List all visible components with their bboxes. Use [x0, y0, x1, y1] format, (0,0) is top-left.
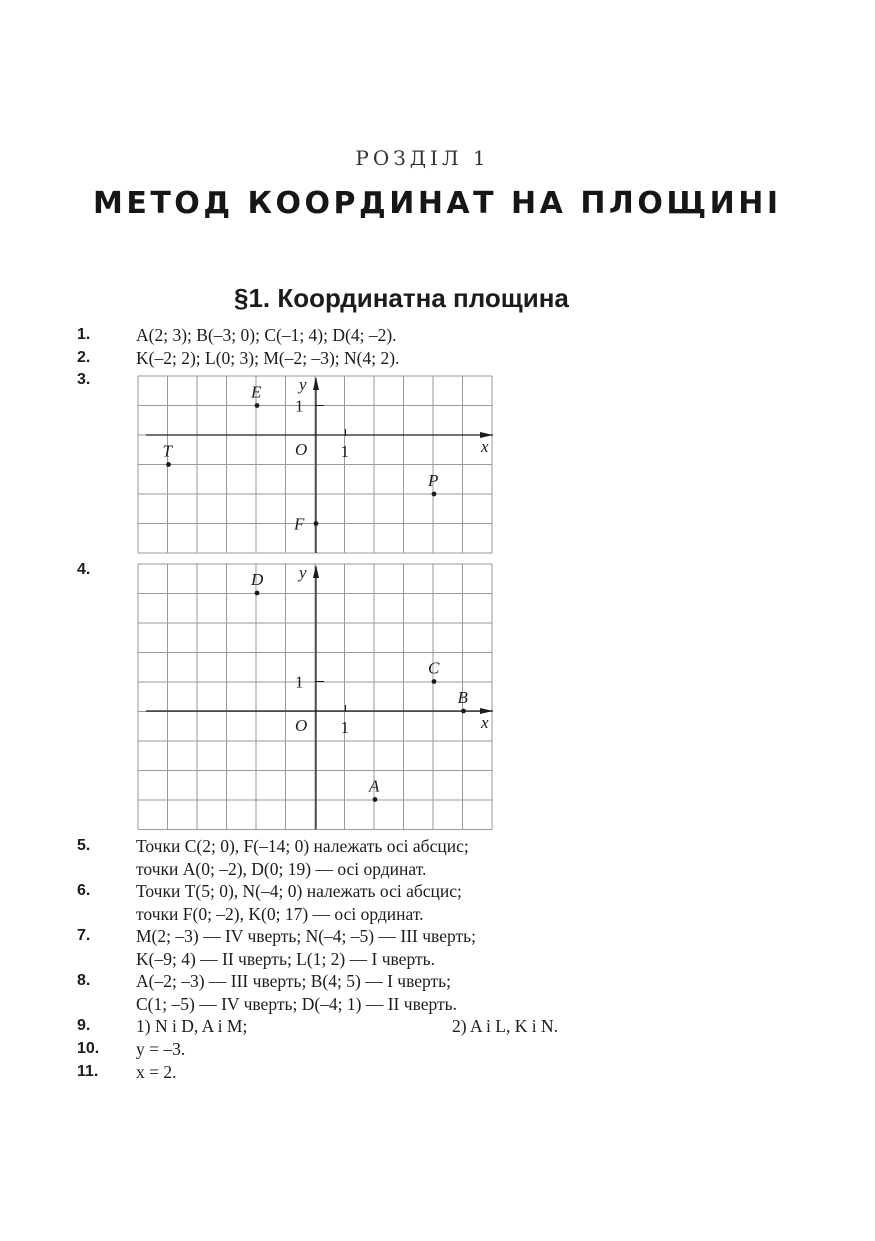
- point-D: [255, 591, 260, 596]
- point-A: [373, 797, 378, 802]
- answer-text: A(–2; –3) — III чверть; B(4; 5) — I чверть;: [136, 971, 452, 991]
- point-label-F: F: [294, 514, 305, 534]
- x-axis-label: x: [481, 437, 489, 456]
- chapter-title: МЕТОД КООРДИНАТ НА ПЛОЩИНІ: [93, 186, 782, 221]
- x-unit-label: 1: [340, 718, 349, 737]
- answer-text: Точки C(2; 0), F(–14; 0) належать осі абсцис;: [136, 836, 469, 856]
- answer-number: 4.: [77, 561, 91, 578]
- y-axis-arrow: [313, 565, 319, 578]
- origin-label: O: [295, 716, 308, 735]
- point-label-C: C: [428, 658, 440, 678]
- answer-text: K(–9; 4) — II чверть; L(1; 2) — I чверть.: [136, 949, 435, 969]
- origin-label: O: [295, 440, 308, 459]
- answer-number: 10.: [77, 1040, 100, 1057]
- point-P: [432, 492, 437, 497]
- section-title: §1. Координатна площина: [234, 283, 569, 313]
- answer-text: x = 2.: [136, 1062, 177, 1082]
- point-label-E: E: [251, 382, 262, 402]
- answer-text: A(2; 3); B(–3; 0); C(–1; 4); D(4; –2).: [136, 325, 397, 345]
- answer-text: M(2; –3) — IV чверть; N(–4; –5) — III чверть;: [136, 926, 476, 946]
- point-B: [461, 709, 466, 714]
- chapter-label: РОЗДІЛ 1: [355, 146, 490, 170]
- answer-number: 7.: [77, 927, 91, 944]
- point-E: [255, 403, 260, 408]
- answer-number: 2.: [77, 349, 91, 366]
- answer-text: 1) N і D, A і M;: [136, 1016, 248, 1036]
- x-unit-label: 1: [340, 442, 349, 461]
- point-label-T: T: [162, 441, 172, 461]
- point-label-B: B: [457, 688, 468, 707]
- y-unit-label: 1: [295, 672, 304, 692]
- answer-number: 5.: [77, 837, 91, 854]
- point-label-D: D: [251, 570, 264, 589]
- answer-text: Точки T(5; 0), N(–4; 0) належать осі абсцис;: [136, 881, 462, 901]
- answer-text: K(–2; 2); L(0; 3); M(–2; –3); N(4; 2).: [136, 348, 400, 368]
- point-label-A: A: [369, 776, 380, 796]
- answer-number: 1.: [77, 326, 91, 343]
- y-unit-label: 1: [295, 396, 304, 416]
- point-F: [314, 521, 319, 526]
- answer-number: 6.: [77, 882, 91, 899]
- point-T: [166, 462, 171, 467]
- y-axis-label: y: [299, 563, 307, 582]
- x-axis-label: x: [481, 713, 489, 732]
- answer-number: 8.: [77, 972, 91, 989]
- answer-text: точки F(0; –2), K(0; 17) — осі ординат.: [136, 904, 424, 924]
- answer-number: 11.: [77, 1063, 99, 1080]
- y-axis-label: y: [299, 375, 307, 394]
- answer-text: C(1; –5) — IV чверть; D(–4; 1) — II чверть.: [136, 994, 458, 1014]
- answer-number: 9.: [77, 1017, 91, 1034]
- answer-text-second: 2) A і L, K і N.: [452, 1016, 558, 1036]
- y-axis-arrow: [313, 377, 319, 390]
- point-label-P: P: [428, 471, 439, 490]
- answer-text: точки A(0; –2), D(0; 19) — осі ординат.: [136, 859, 427, 879]
- point-C: [432, 679, 437, 684]
- answer-text: y = –3.: [136, 1039, 186, 1059]
- answer-number: 3.: [77, 371, 91, 388]
